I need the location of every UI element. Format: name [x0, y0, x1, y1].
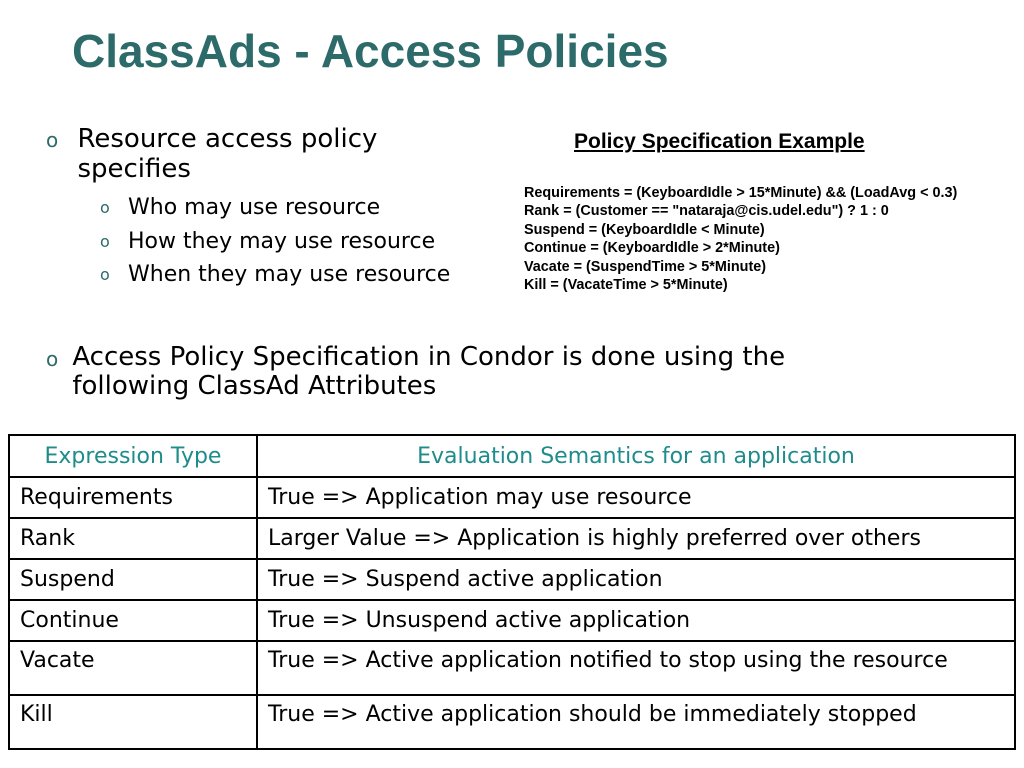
expression-cell: Continue [9, 600, 257, 641]
policy-line: Vacate = (SuspendTime > 5*Minute) [524, 258, 767, 275]
semantics-cell: True => Active application notified to stop using the resource [257, 641, 1015, 695]
policy-line: Continue = (KeyboardIdle > 2*Minute) [524, 240, 780, 257]
expression-cell: Kill [9, 695, 257, 749]
sub-bullet-text: How they may use resource [128, 229, 436, 254]
expression-cell: Rank [9, 518, 257, 559]
expression-cell: Requirements [9, 477, 257, 518]
table-row [9, 641, 1015, 695]
bullet-marker: o [46, 128, 59, 152]
policy-example-code [524, 184, 957, 294]
semantics-cell: True => Active application should be immediately stopped [257, 695, 1015, 749]
semantics-cell: Larger Value => Application is highly preferred over others [257, 518, 1015, 559]
policy-line: Requirements = (KeyboardIdle > 15*Minute) && (LoadAvg < 0.3) [524, 185, 958, 201]
expression-cell: Vacate [9, 641, 257, 695]
semantics-cell: True => Application may use resource [257, 477, 1015, 518]
table-row [9, 559, 1015, 600]
semantics-cell: True => Unsuspend active application [257, 600, 1015, 641]
sub-bullet-who [100, 194, 380, 222]
table-row [9, 600, 1015, 641]
header-evaluation-semantics: Evaluation Semantics for an application [257, 435, 1015, 477]
header-expression-type: Expression Type [9, 435, 257, 477]
table-row [9, 518, 1015, 559]
policy-line: Kill = (VacateTime > 5*Minute) [524, 277, 728, 294]
sub-bullet-marker: o [100, 232, 110, 251]
sub-bullet-when [100, 261, 450, 289]
bullet-marker: o [46, 347, 59, 371]
expression-cell: Suspend [9, 559, 257, 600]
table-row [9, 695, 1015, 749]
bullet-text: Access Policy Specification in Condor is done using the following ClassAd Attributes [72, 342, 786, 401]
slide-title: ClassAds - Access Policies [72, 25, 669, 77]
sub-bullet-text: When they may use resource [128, 262, 451, 287]
policy-line: Suspend = (KeyboardIdle < Minute) [524, 221, 765, 238]
policy-line: Rank = (Customer == "nataraja@cis.udel.edu") ? 1 : 0 [524, 203, 889, 220]
sub-bullet-marker: o [100, 198, 110, 217]
bullet-resource-policy [46, 124, 446, 184]
bullet-condor-attributes [46, 343, 866, 401]
sub-bullet-text: Who may use resource [128, 195, 381, 220]
bullet-text: Resource access policy specifies [77, 124, 378, 184]
table-row [9, 477, 1015, 518]
table-header-row [9, 435, 1015, 477]
semantics-cell: True => Suspend active application [257, 559, 1015, 600]
sub-bullet-how [100, 228, 435, 256]
sub-bullet-marker: o [100, 265, 110, 284]
semantics-table [8, 434, 1016, 750]
policy-example-heading: Policy Specification Example [574, 130, 865, 153]
